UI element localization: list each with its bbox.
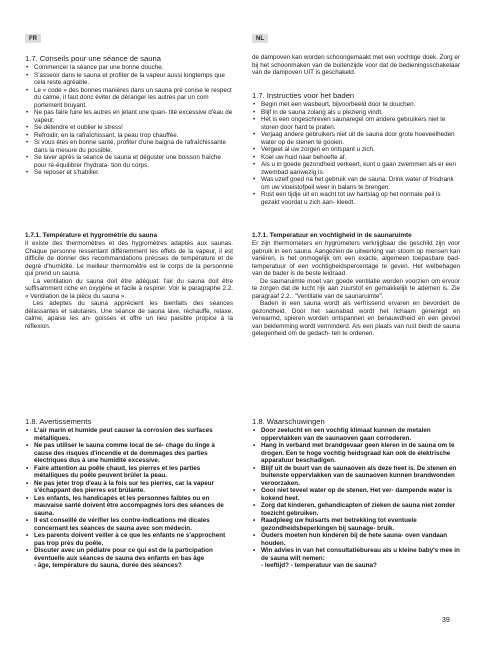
list-item: • Se détendre et oublier le stress!: [25, 124, 233, 132]
list-item: • Se reposer et s'habiller.: [25, 169, 233, 177]
fr-section-1-7-title: 1.7. Conseils pour une séance de sauna: [25, 54, 161, 63]
fr-section-1-7-1: [25, 232, 233, 330]
nl-intro-paragraph: de dampoven kan worden schoongemaakt met een vochtige doek. Zorg er bij het schoonmaken van de buitenzijde voor dat de bedieningsschakelaar van de dampoven UIT is geschakeld.: [252, 54, 460, 76]
language-tag-nl: NL: [252, 34, 268, 43]
nl-section-1-8-list: [252, 427, 460, 562]
nl-section-1-8-title: 1.8. Waarschuwingen: [252, 417, 325, 426]
list-item: • Commencer la séance par une bonne douche.: [25, 64, 233, 72]
list-item: • Hang in verband met brandgevaar geen kleren in de sauna om te drogen. Een te hoge vochtig heidsgraad kan ook de elektrische apparatuur beschadigen.: [252, 442, 460, 465]
list-item: • Blijf uit de buurt van de saunaoven als deze heet is. De stenen en buitenste oppervlakken van de saunaoven kunnen brandwonden veroorzaken.: [252, 465, 460, 488]
fr-section-1-7-1-title: 1.7.1. Température et hygrométrie du sauna: [25, 232, 157, 239]
list-item: • Blijf in de sauna zolang als u plezierig vindt.: [252, 109, 460, 117]
list-item: • Raadpleeg uw huisarts met betrekking tot eventuele gezondheidsbeperkingen bij saunage- bruik.: [252, 517, 460, 532]
list-item: • Il est conseillé de vérifier les contre-indications mé dicales concernant les séances de sauna avec son médecin.: [25, 517, 233, 532]
list-item: • Ouders moeten hun kinderen bij de hete sauna- oven vandaan houden.: [252, 532, 460, 547]
list-item: • Rust een tijdje uit en wacht tot uw hartslag op het normale peil is gezakt voordat u zich aan- kleedt.: [252, 191, 460, 206]
list-item: • Le « code » des bonnes manières dans un sauna pré conise le respect du calme, il faut donc éviter de déranger les autres par un com portement bruyant.: [25, 87, 233, 110]
list-item: • Gooi niet teveel water op de stenen. Het ver- dampende water is kokend heet.: [252, 487, 460, 502]
list-item: • Verjaag andere gebruikers niet uit de sauna door grote hoeveelheden water op de stenen te gooien.: [252, 131, 460, 146]
list-item: • Win advies in van het consultatiebureau als u kleine baby's mee in de sauna wilt nemen:: [252, 547, 460, 562]
nl-paragraph: Er zijn thermometers en hygrometers verkrijgbaar die geschikt zijn voor gebruik in een sauna. Aangezien de uitwerking van stoom op mensen kan variëren, is het onmogelijk om een exacte, algemeen toepasbare bad- temperatuur of een vochtigheidspercentage te geven. Het welbehagen van de bader is de beste leidraad.: [252, 240, 460, 277]
list-item: • Si vous êtes en bonne santé, profiter d'une baigna de rafraîchissante dans la mesure du possible.: [25, 139, 233, 154]
nl-paragraph: Baden in een sauna wordt als verfrissend ervaren en bevordert de gezondheid. Door het saunabad wordt het lichaam gereinigd en verwarmd, spieren worden ontspannen en benauwdheid en een gevoel van beklemming wordt verminderd. Als een plaats van rust biedt de sauna gelegenheid om de gedach- ten te ordenen.: [252, 300, 460, 337]
fr-section-1-7: [25, 54, 233, 177]
fr-section-1-8-title: 1.8. Avertissements: [25, 417, 92, 426]
list-item: • Als u in goede gezondheid verkeert, kunt u gaan zwemmen als er een zwembad aanwezig is.: [252, 161, 460, 176]
fr-warning-sub-item: - âge, température du sauna, durée des séances?: [34, 562, 182, 569]
list-item: • Zorg dat kinderen, gehandicapten of zieken de sauna niet zonder toezicht gebruiken.: [252, 502, 460, 517]
list-item: • Door zeelucht en een vochtig klimaat kunnen de metalen oppervlakken van de saunaoven gaan corroderen.: [252, 427, 460, 442]
list-item: • Begin met een wasbeurt, bijvoorbeeld door te douchen.: [252, 101, 460, 109]
nl-section-1-7-list: [252, 101, 460, 206]
fr-paragraph: Les adeptes du sauna apprécient les bienfaits des séances délassantes et salutaires. Une séance de sauna lave, réchauffe, relaxe, calme, apaise les an- goisses et offre un lieu paisible propice à la réflexion.: [25, 300, 233, 330]
list-item: • Ne pas jeter trop d'eau à la fois sur les pierres, car la vapeur s'échappant des pierres est brûlante.: [25, 480, 233, 495]
list-item: • Faire attention au poêle chaud, les pierres et les parties métalliques du poêle peuvent brûler la peau.: [25, 465, 233, 480]
list-item: • Discuter avec un pédiatre pour ce qui est de la participation éventuelle aux séances de sauna des enfants en bas âge: [25, 547, 233, 562]
fr-paragraph: La ventilation du sauna doit être adéquat: l'air du sauna doit être suffisamment riche en oxygène et facile à respirer. Voir le paragraphe 2.2. « Ventilation de la pièce du sauna ».: [25, 277, 233, 300]
list-item: • L'air marin et humide peut causer la corrosion des surfaces métalliques.: [25, 427, 233, 442]
list-item: • Het is een ongeschreven saunaregel om andere gebruikers niet te storen door hard te praten.: [252, 116, 460, 131]
nl-section-1-8: [252, 417, 460, 570]
nl-paragraph: De saunaruimte moet van goede ventilatie worden voorzien om ervoor te zorgen dat de lucht rijk aan zuurstof en gemakkelijk te ademen is. Zie paragraaf 2.2.. "Ventilatie van de saunaruimte".: [252, 277, 460, 300]
nl-section-1-7: [252, 91, 460, 206]
list-item: • Les parents doivent veiller à ce que les enfants ne s'approchent pas trop près du poêle.: [25, 532, 233, 547]
list-item: • Was uzelf goed na het gebruik van de sauna. Drink water of frisdrank om uw vloeistofpeil weer in balans te brengen.: [252, 176, 460, 191]
nl-warning-sub-item: - leeftijd? - temperatuur van de sauna?: [261, 562, 377, 569]
nl-intro-block: [252, 54, 460, 77]
list-item: • Les enfants, les handicapés et les personnes faibles ou en mauvaise santé doivent être accompagnés lors des séances de sauna.: [25, 495, 233, 518]
nl-section-1-7-1: [252, 232, 460, 338]
list-item: • Koel uw huid naar behoefte af.: [252, 154, 460, 162]
list-item: • S'asseoir dans le sauna et profiter de la vapeur aussi longtemps que cela reste agréable.: [25, 72, 233, 87]
fr-section-1-8: [25, 417, 233, 570]
list-item: • Vergeet al uw zorgen en ontspant u zich.: [252, 146, 460, 154]
language-tag-fr: FR: [25, 34, 41, 43]
nl-section-1-7-1-title: 1.7.1. Temperatuur en vochtigheid in de saunaruimte: [252, 232, 412, 239]
page-number: 39: [442, 617, 450, 624]
list-item: • Ne pas faire fuire les autres en jetant une quan- tité excessive d'eau de vapeur.: [25, 109, 233, 124]
list-item: • Refroidir, en la rafraîchissant, la peau trop chauffée.: [25, 132, 233, 140]
fr-section-1-8-list: [25, 427, 233, 562]
nl-section-1-7-title: 1.7. Instructies voor het baden: [252, 91, 355, 100]
fr-paragraph: Il existe des thermomètres et des hygromètres adaptés aux saunas. Chaque personne ressentant différemment les effets de la vapeur, il est difficile de donner des recommandations précises de température et de degré d'humidité. Le meilleur thermomètre est le corps de la personnne qui prend un sauna.: [25, 240, 233, 277]
list-item: • Se laver après la séance de sauna et déguster une boisson fraîche pour ré-équilibrer l'hydrata- tion du corps.: [25, 154, 233, 169]
fr-section-1-7-list: [25, 64, 233, 177]
list-item: • Ne pas utiliser le sauna comme local de sé- chage du linge à cause des risques d'incendie et de dommages des parties électriques dus à une humidité excessive.: [25, 442, 233, 465]
